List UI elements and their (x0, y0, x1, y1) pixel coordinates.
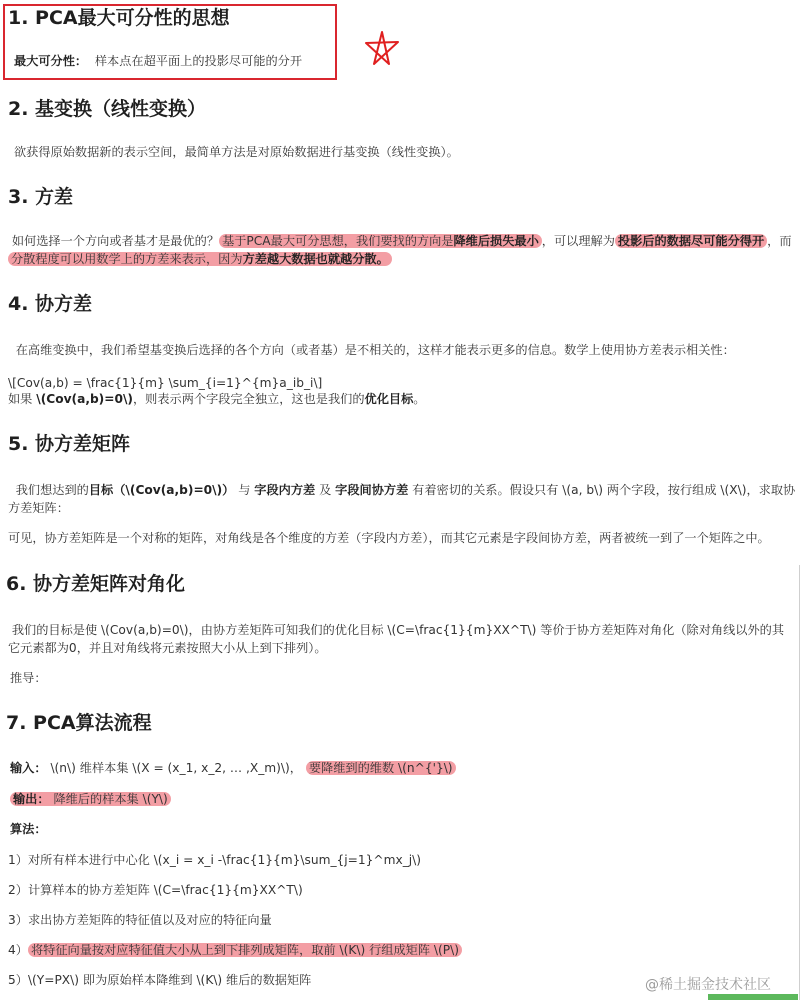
star-doodle-icon (362, 28, 402, 68)
section-6-derivation-label: 推导： (10, 671, 47, 685)
page-edge-divider (799, 565, 800, 1000)
algorithm-output: 输出： 降维后的样本集 \(Y\) (10, 790, 171, 808)
section-3-paragraph: 如何选择一个方向或者基才是最优的？ 基于PCA最大可分思想，我们要找的方向是降维后损失最小 ，可以理解为 投影后的数据尽可能分得开 ，而分散程度可以用数学上的方差来表示，因为方差越大数据也就越分散。 (8, 232, 798, 268)
algorithm-step-1: 1）对所有样本进行中心化 \(x_i = x_i -\frac{1}{m}\sum_{j=1}^mx_j\) (8, 853, 422, 867)
algorithm-step-3: 3）求出协方差矩阵的特征值以及对应的特征向量 (8, 913, 272, 927)
watermark: @稀土掘金技术社区 (645, 977, 771, 993)
algorithm-step-5: 5）\(Y=PX\) 即为原始样本降维到 \(K\) 维后的数据矩阵 (8, 973, 312, 987)
algorithm-step-4: 4） 将特征向量按对应特征值大小从上到下排列成矩阵，取前 \(K\) 行组成矩阵 \(P\) (8, 941, 462, 959)
bottom-green-bar (708, 994, 798, 1000)
section-6-title: 6. 协方差矩阵对角化 (6, 573, 186, 595)
section-4-condition: 如果 \(Cov(a,b)=0\)，则表示两个字段完全独立，这也是我们的优化目标。 (8, 392, 426, 406)
section-1-title: 1. PCA最大可分性的思想 (8, 7, 230, 29)
section-5-paragraph: 我们想达到的目标（\(Cov(a,b)=0\)） 与 字段内方差 及 字段间协方差 有着密切的关系。假设只有 \(a, b\) 两个字段，按行组成 \(X\)，求取协方差矩阵： (8, 483, 796, 515)
algorithm-input: 输入： \(n\) 维样本集 \(X = (x_1, x_2, … ,X_m)\)， 要降维到的维数 \(n^{'}\) (10, 759, 456, 777)
section-6-paragraph: 我们的目标是使 \(Cov(a,b)=0\)，由协方差矩阵可知我们的优化目标 \(C=\frac{1}{m}XX^T\) 等价于协方差矩阵对角化（除对角线以外的其它元素都为0，并且对角线将元素按照大小从上到下排列）。 (8, 623, 785, 655)
section-4-title: 4. 协方差 (8, 293, 93, 315)
section-4-formula: \[Cov(a,b) = \frac{1}{m} \sum_{i=1}^{m}a_ib_i\] (8, 376, 323, 390)
section-5-title: 5. 协方差矩阵 (8, 433, 131, 455)
section-2-paragraph: 欲获得原始数据新的表示空间，最简单方法是对原始数据进行基变换（线性变换）。 (14, 145, 459, 159)
section-7-title: 7. PCA算法流程 (6, 712, 152, 734)
section-1-text: 最大可分性： 样本点在超平面上的投影尽可能的分开 (14, 54, 303, 68)
algorithm-label: 算法： (10, 822, 47, 836)
algorithm-step-2: 2）计算样本的协方差矩阵 \(C=\frac{1}{m}XX^T\) (8, 883, 303, 897)
section-5-conclusion: 可见，协方差矩阵是一个对称的矩阵，对角线是各个维度的方差（字段内方差），而其它元素是字段间协方差，两者被统一到了一个矩阵之中。 (8, 531, 770, 545)
section-4-paragraph: 在高维变换中，我们希望基变换后选择的各个方向（或者基）是不相关的，这样才能表示更多的信息。数学上使用协方差表示相关性： (15, 343, 735, 357)
section-3-title: 3. 方差 (8, 186, 74, 208)
section-2-title: 2. 基变换（线性变换） (8, 98, 207, 120)
